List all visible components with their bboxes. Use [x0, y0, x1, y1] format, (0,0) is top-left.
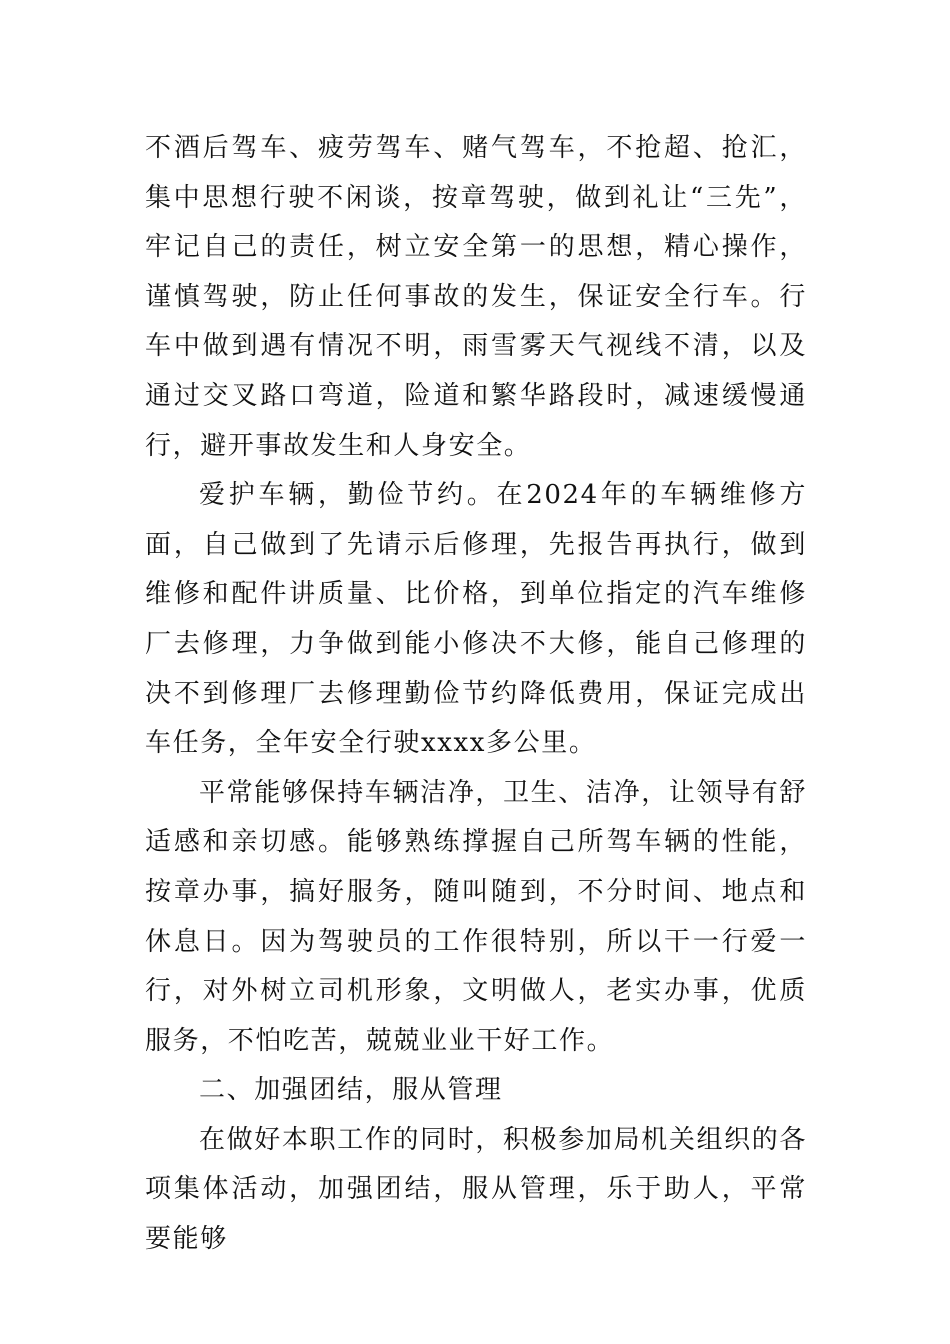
paragraph-driving-safety: 不酒后驾车、疲劳驾车、赌气驾车，不抢超、抢汇，集中思想行驶不闲谈，按章驾驶，做到礼让“三先”，牢记自己的责任，树立安全第一的思想，精心操作，谨慎驾驶，防止任何事故的发生，保证安全行车。行车中做到遇有情况不明，雨雪雾天气视线不清，以及通过交叉路口弯道，险道和繁华路段时，减速缓慢通行，避开事故发生和人身安全。: [145, 133, 807, 461]
document-body: [145, 124, 807, 1265]
section-heading: 二、加强团结，服从管理: [199, 1075, 503, 1106]
paragraph-teamwork: 在做好本职工作的同时，积极参加局机关组织的各项集体活动，加强团结，服从管理，乐于助人，平常要能够: [145, 1124, 807, 1255]
paragraph-service-attitude: 平常能够保持车辆洁净，卫生、洁净，让领导有舒适感和亲切感。能够熟练撑握自己所驾车辆的性能，按章办事，搞好服务，随叫随到，不分时间、地点和休息日。因为驾驶员的工作很特别，所以干一行爱一行，对外树立司机形象，文明做人，老实办事，优质服务，不怕吃苦，兢兢业业干好工作。: [145, 777, 807, 1056]
paragraph-vehicle-maintenance: 爱护车辆，勤俭节约。在2024年的车辆维修方面，自己做到了先请示后修理，先报告再执行，做到维修和配件讲质量、比价格，到单位指定的汽车维修厂去修理，力争做到能小修决不大修，能自己修理的决不到修理厂去修理勤俭节约降低费用，保证完成出车任务，全年安全行驶xxxx多公里。: [145, 480, 807, 759]
